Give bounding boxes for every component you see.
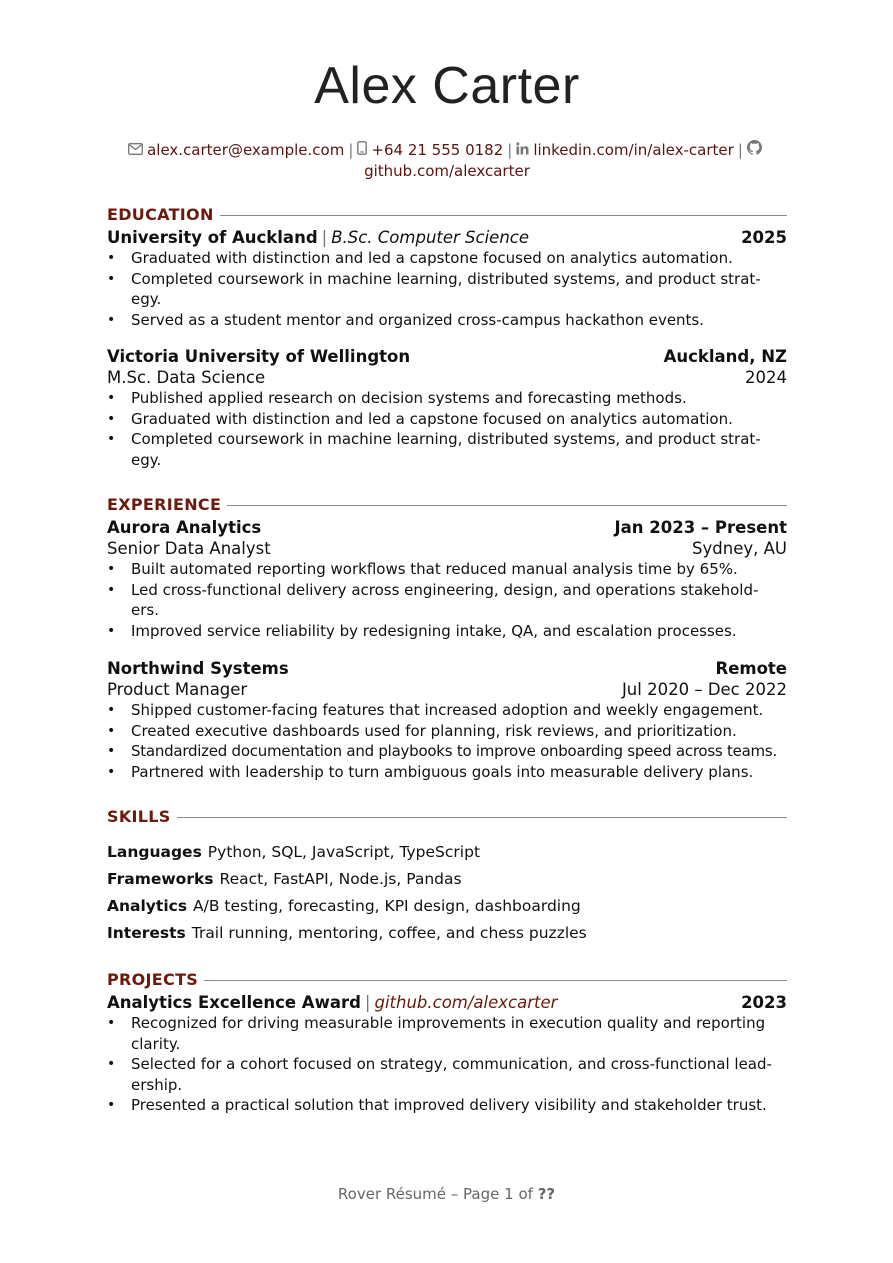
bullet-list: [107, 559, 787, 641]
bullet-text-cont: ership.: [131, 1075, 183, 1094]
skill-value: Trail running, mentoring, coffee, and chess puzzles: [191, 924, 587, 942]
list-item: [107, 269, 787, 310]
bullet-text: Completed coursework in machine learning, distributed systems, and product strat-: [131, 269, 761, 288]
candidate-name: Alex Carter: [314, 57, 580, 115]
job-sub: [107, 538, 787, 559]
project-header: [107, 992, 787, 1013]
section-header: [107, 205, 787, 227]
separator: |: [737, 141, 743, 159]
email-link[interactable]: alex.carter@example.com: [147, 141, 345, 159]
graduation-date: 2025: [741, 228, 787, 247]
graduation-date: 2024: [745, 368, 787, 387]
section-title: SKILLS: [107, 807, 177, 826]
education-section: [107, 205, 787, 470]
bullet-text: Completed coursework in machine learning, distributed systems, and product strat-: [131, 430, 761, 448]
footer-total-pages: ??: [537, 1185, 556, 1203]
skill-row: [107, 839, 787, 866]
phone-icon: [357, 141, 367, 161]
job-location: Sydney, AU: [692, 539, 787, 558]
bullet-text-cont: ers.: [131, 601, 159, 619]
skill-label: Interests: [107, 924, 186, 942]
bullet-list: [107, 700, 787, 782]
footer-text: Rover Résumé – Page 1 of: [337, 1185, 533, 1203]
bullet-text: Recognized for driving measurable improvements in execution quality and reporting: [131, 1014, 766, 1032]
skill-label: Analytics: [107, 897, 188, 915]
experience-section: [107, 495, 787, 782]
project-name: Analytics Excellence Award: [107, 993, 361, 1012]
list-item: • Graduated with distinction and led a capstone focused on analytics automation.: [107, 248, 787, 269]
job-role: Product Manager: [107, 680, 248, 699]
section-header: [107, 970, 787, 992]
education-entry-header: [107, 227, 787, 248]
bullet-list: [107, 1013, 787, 1116]
job-header: [107, 658, 787, 679]
list-item: [107, 1013, 787, 1054]
list-item: • Built automated reporting workflows that reduced manual analysis time by 65%.: [107, 559, 787, 580]
github-icon: [747, 140, 762, 161]
section-title: EDUCATION: [107, 205, 220, 224]
skill-value: React, FastAPI, Node.js, Pandas: [219, 870, 462, 888]
separator: |: [348, 141, 354, 159]
degree: B.Sc. Computer Science: [331, 228, 530, 247]
list-item: • Served as a student mentor and organized cross-campus hackathon events.: [107, 310, 787, 331]
bullet-text-cont: egy.: [131, 450, 162, 469]
job-dates: Jan 2023 – Present: [614, 518, 787, 537]
education-entry-header: [107, 346, 787, 367]
list-item: • Partnered with leadership to turn ambiguous goals into measurable delivery plans.: [107, 762, 787, 783]
school-location: Auckland, NZ: [663, 347, 787, 366]
separator: |: [507, 141, 513, 159]
phone-link[interactable]: +64 21 555 0182: [371, 141, 504, 159]
skill-label: Languages: [107, 843, 202, 861]
list-item: • Improved service reliability by redesigning intake, QA, and escalation processes.: [107, 621, 787, 642]
company-name: Northwind Systems: [107, 659, 289, 678]
section-title: EXPERIENCE: [107, 495, 227, 514]
section-title: PROJECTS: [107, 970, 204, 989]
project-link[interactable]: github.com/alexcarter: [374, 993, 558, 1012]
contact-line: [87, 140, 807, 181]
job-header: [107, 517, 787, 538]
separator: |: [364, 993, 371, 1012]
list-item: [107, 1054, 787, 1095]
separator: |: [321, 228, 328, 247]
list-item: • Shipped customer-facing features that increased adoption and weekly engagement.: [107, 700, 787, 721]
section-header: [107, 807, 787, 829]
section-rule: [107, 817, 787, 818]
list-item: • Published applied research on decision systems and forecasting methods.: [107, 388, 787, 409]
list-item: • Standardized documentation and playbooks to improve onboarding speed across teams.: [107, 741, 787, 762]
list-item: [107, 429, 787, 470]
list-item: • Created executive dashboards used for planning, risk reviews, and prioritization.: [107, 721, 787, 742]
envelope-icon: [128, 141, 143, 161]
list-item: • Presented a practical solution that improved delivery visibility and stakeholder trust.: [107, 1095, 787, 1116]
skill-row: [107, 866, 787, 893]
section-header: [107, 495, 787, 517]
project-date: 2023: [741, 993, 787, 1012]
job-dates: Jul 2020 – Dec 2022: [621, 680, 787, 699]
bullet-text: Led cross-functional delivery across engineering, design, and operations stakehold-: [131, 580, 759, 599]
bullet-list: [107, 388, 787, 470]
skills-section: [107, 807, 787, 947]
company-name: Aurora Analytics: [107, 518, 262, 537]
skill-row: [107, 920, 787, 947]
skill-value: Python, SQL, JavaScript, TypeScript: [207, 843, 481, 861]
linkedin-icon: [516, 141, 529, 161]
job-location: Remote: [715, 659, 787, 678]
linkedin-link[interactable]: linkedin.com/in/alex-carter: [533, 141, 734, 159]
bullet-text-cont: egy.: [131, 290, 162, 308]
skill-label: Frameworks: [107, 870, 214, 888]
resume-page: [107, 57, 787, 1114]
education-entry-sub: [107, 367, 787, 388]
school-name: University of Auckland: [107, 228, 318, 247]
list-item: [107, 580, 787, 621]
bullet-list: [107, 248, 787, 330]
degree: M.Sc. Data Science: [107, 368, 266, 387]
projects-section: [107, 970, 787, 1116]
school-name: Victoria University of Wellington: [107, 347, 411, 366]
skill-value: A/B testing, forecasting, KPI design, dashboarding: [193, 897, 581, 915]
bullet-text: Selected for a cohort focused on strategy, communication, and cross-functional lead-: [131, 1055, 772, 1073]
bullet-text-cont: clarity.: [131, 1034, 181, 1053]
skill-row: [107, 893, 787, 920]
job-role: Senior Data Analyst: [107, 539, 271, 558]
github-link[interactable]: github.com/alexcarter: [364, 162, 530, 180]
section-rule: [107, 980, 787, 981]
page-footer: [0, 1185, 893, 1203]
list-item: • Graduated with distinction and led a capstone focused on analytics automation.: [107, 409, 787, 430]
job-sub: [107, 679, 787, 700]
